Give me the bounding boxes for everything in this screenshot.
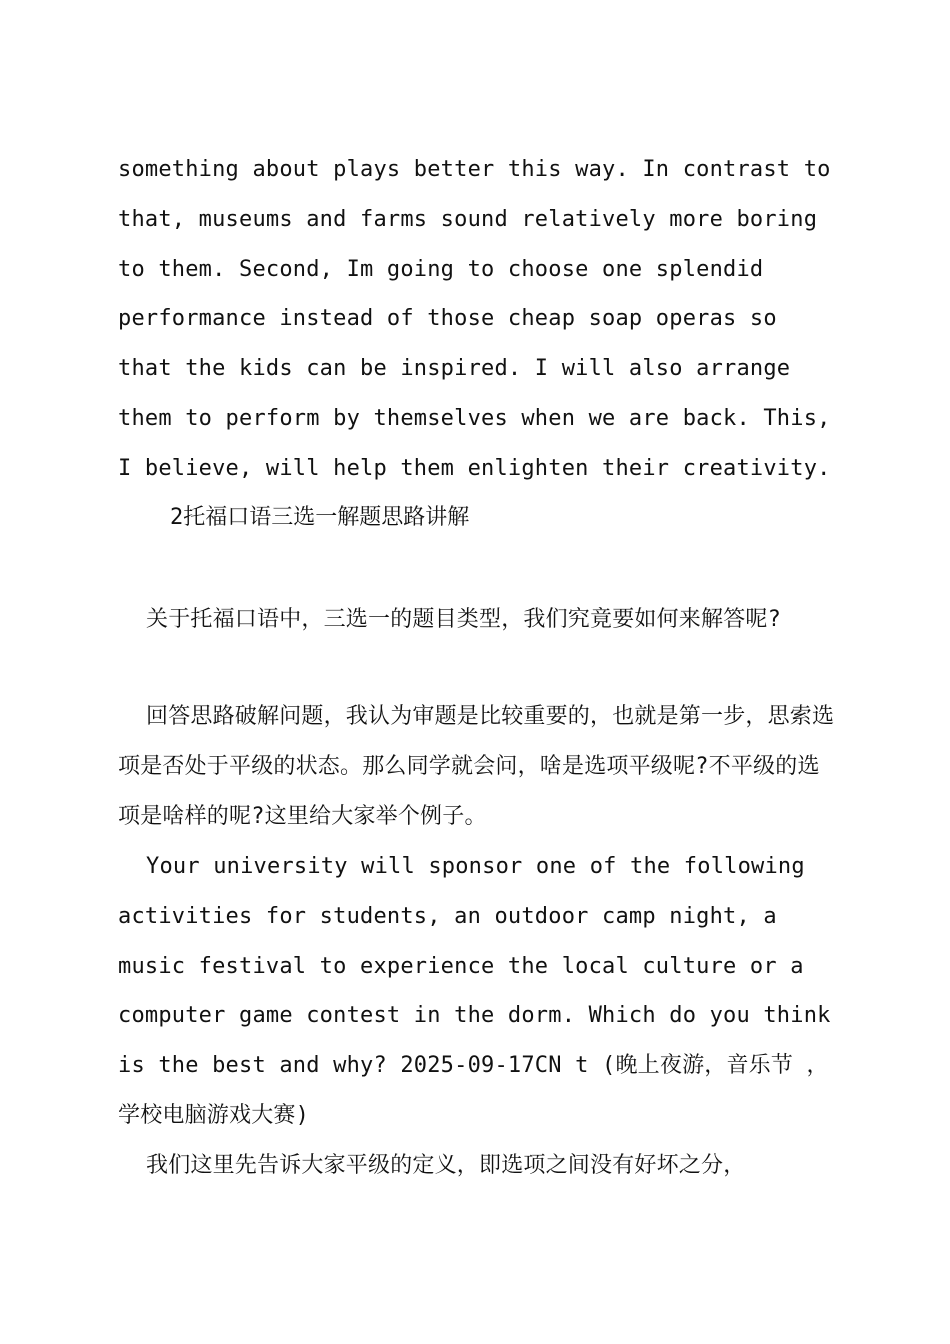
body-paragraph: 回答思路破解问题，我认为审题是比较重要的，也就是第一步，思索选项是否处于平级的状态。那么同学就会问，啥是选项平级呢?不平级的选项是啥样的呢?这里给大家举个例子。 — [118, 704, 835, 829]
body-paragraph: 我们这里先告诉大家平级的定义，即选项之间没有好坏之分， — [146, 1153, 746, 1178]
body-paragraph: Your university will sponsor one of the following activities for students, an outdoor camp night, a music festival to experience the local culture or a computer game contest in the dorm. Which do you think is the best and why? 2025-09-17CN t (晚上夜游，音乐节 ，学校电脑游戏大赛) — [118, 854, 831, 1128]
body-paragraph: 关于托福口语中，三选一的题目类型，我们究竟要如何来解答呢? — [146, 607, 782, 632]
body-paragraph: something about plays better this way. In contrast to that, museums and farms sound relatively more boring to them. Second, Im going to choose one splendid performance instead of those cheap soap operas so that the kids can be inspired. I will also arrange them to perform by themselves when we are back. This, I believe, will help them enlighten their creativity. — [118, 157, 831, 481]
section-heading: 2托福口语三选一解题思路讲解 — [170, 505, 470, 530]
